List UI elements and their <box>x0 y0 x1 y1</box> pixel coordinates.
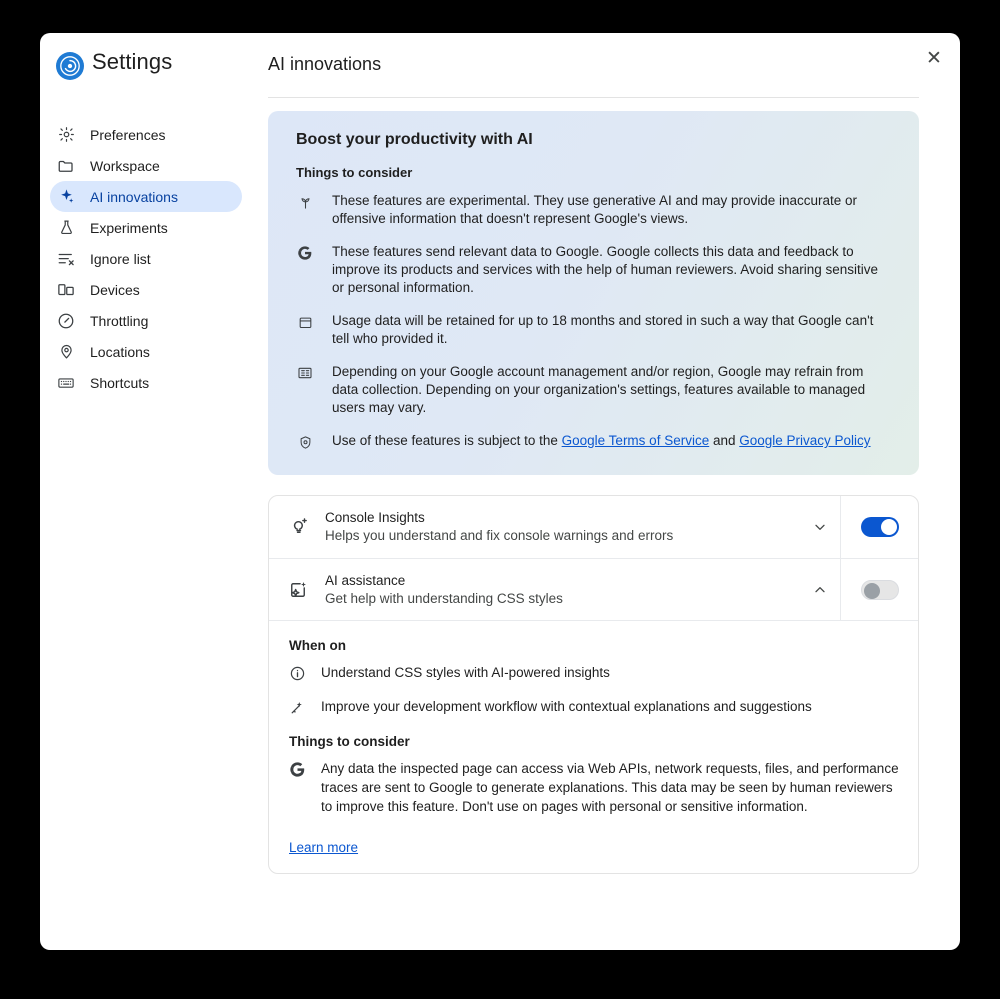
sidebar-item-label: Experiments <box>90 219 168 236</box>
ai-assistance-details <box>269 620 918 873</box>
sidebar-item-ignore-list[interactable] <box>50 243 242 274</box>
feature-name: AI assistance <box>325 573 406 588</box>
page-title: Settings <box>92 49 173 74</box>
sidebar-item-label: Ignore list <box>90 250 151 267</box>
info-bullet <box>296 312 893 348</box>
chevron-up-icon[interactable] <box>800 570 840 610</box>
things-to-consider-label: Things to consider <box>296 165 413 180</box>
google-g-icon <box>287 759 307 779</box>
info-bullet <box>296 363 893 417</box>
info-bullet-text: These features are experimental. They use generative AI and may provide inaccurate or offensive information that doesn't represent Google's views. <box>332 193 858 226</box>
google-g-icon <box>296 244 314 262</box>
when-on-item <box>287 663 900 683</box>
info-bullet-text: Depending on your Google account management and/or region, Google may refrain from data collection. Depending on your organization's settings, features available to managed users may vary. <box>332 364 866 415</box>
dialog-header <box>40 33 960 98</box>
info-bullet <box>296 243 893 297</box>
details-things-to-consider-title: Things to consider <box>289 734 410 749</box>
when-on-item <box>287 697 900 717</box>
info-bullet <box>296 192 893 228</box>
ai-info-card <box>268 111 919 475</box>
sidebar-item-label: AI innovations <box>90 188 178 205</box>
sidebar-item-ai-innovations[interactable] <box>50 181 242 212</box>
throttling-icon <box>56 311 76 331</box>
policy-doc-icon <box>296 364 314 382</box>
feature-name: Console Insights <box>325 510 425 525</box>
console-insights-toggle[interactable] <box>861 517 899 537</box>
sidebar-item-label: Devices <box>90 281 140 298</box>
sidebar-item-label: Shortcuts <box>90 374 150 391</box>
feature-row-console-insights[interactable] <box>269 496 918 558</box>
calendar-icon <box>296 313 314 331</box>
sidebar-item-locations[interactable] <box>50 336 242 367</box>
ai-features-card <box>268 495 919 874</box>
folder-icon <box>56 156 76 176</box>
sidebar-item-label: Workspace <box>90 157 160 174</box>
settings-dialog <box>40 33 960 950</box>
when-on-title: When on <box>289 638 346 653</box>
tos-text-before: Use of these features is subject to the <box>332 433 562 448</box>
flask-icon <box>56 218 76 238</box>
sidebar-item-label: Throttling <box>90 312 149 329</box>
sidebar-item-experiments[interactable] <box>50 212 242 243</box>
shield-privacy-icon <box>296 433 314 451</box>
header-divider <box>268 97 919 98</box>
sidebar-item-preferences[interactable] <box>50 119 242 150</box>
feature-description: Get help with understanding CSS styles <box>325 591 563 606</box>
sidebar-item-label: Locations <box>90 343 150 360</box>
sidebar-item-shortcuts[interactable] <box>50 367 242 398</box>
google-terms-of-service-link[interactable]: Google Terms of Service <box>561 433 710 448</box>
close-icon[interactable]: ✕ <box>916 41 952 77</box>
sidebar-item-label: Preferences <box>90 126 166 143</box>
location-pin-icon <box>56 342 76 362</box>
info-bullet-text: These features send relevant data to Google. Google collects this data and feedback to improve its products and services with the help of human reviewers. Avoid sharing sensitive or personal information. <box>332 244 879 295</box>
ai-assistance-toggle[interactable] <box>861 580 899 600</box>
keyboard-icon <box>56 373 76 393</box>
feature-row-ai-assistance[interactable] <box>269 558 918 621</box>
learn-more-link[interactable]: Learn more <box>289 840 359 855</box>
ai-assistance-icon <box>287 579 309 601</box>
sidebar-item-throttling[interactable] <box>50 305 242 336</box>
devices-icon <box>56 280 76 300</box>
when-on-item-text: Improve your development workflow with contextual explanations and suggestions <box>321 699 812 714</box>
consider-item-text: Any data the inspected page can access via Web APIs, network requests, files, and performance traces are sent to Google to generate explanations. This data may be seen by human reviewers to improve this feature. Don't use on pages with personal or sensitive information. <box>321 761 899 814</box>
gear-icon <box>56 125 76 145</box>
feature-description: Helps you understand and fix console warnings and errors <box>325 528 674 543</box>
settings-sidebar <box>40 119 252 398</box>
info-bullet-links <box>296 432 893 451</box>
google-privacy-policy-link[interactable]: Google Privacy Policy <box>739 433 871 448</box>
ai-innovations-panel <box>268 105 919 950</box>
devtools-logo-icon <box>56 52 84 80</box>
sidebar-item-workspace[interactable] <box>50 150 242 181</box>
when-on-item-text: Understand CSS styles with AI-powered insights <box>321 665 610 680</box>
tos-text-middle: and <box>709 433 740 448</box>
info-bullet-text: Usage data will be retained for up to 18 months and stored in such a way that Google can't tell who provided it. <box>332 313 874 346</box>
consider-item <box>287 759 900 816</box>
panel-title: AI innovations <box>268 54 382 74</box>
ignore-list-icon <box>56 249 76 269</box>
experimental-icon <box>296 193 314 211</box>
info-icon <box>287 663 307 683</box>
toggle-knob <box>864 583 880 599</box>
toggle-knob <box>881 519 897 535</box>
chevron-down-icon[interactable] <box>800 507 840 547</box>
console-insights-icon <box>287 516 309 538</box>
info-card-heading: Boost your productivity with AI <box>296 131 533 148</box>
magic-wand-icon <box>287 697 307 717</box>
spark-icon <box>56 187 76 207</box>
sidebar-item-devices[interactable] <box>50 274 242 305</box>
